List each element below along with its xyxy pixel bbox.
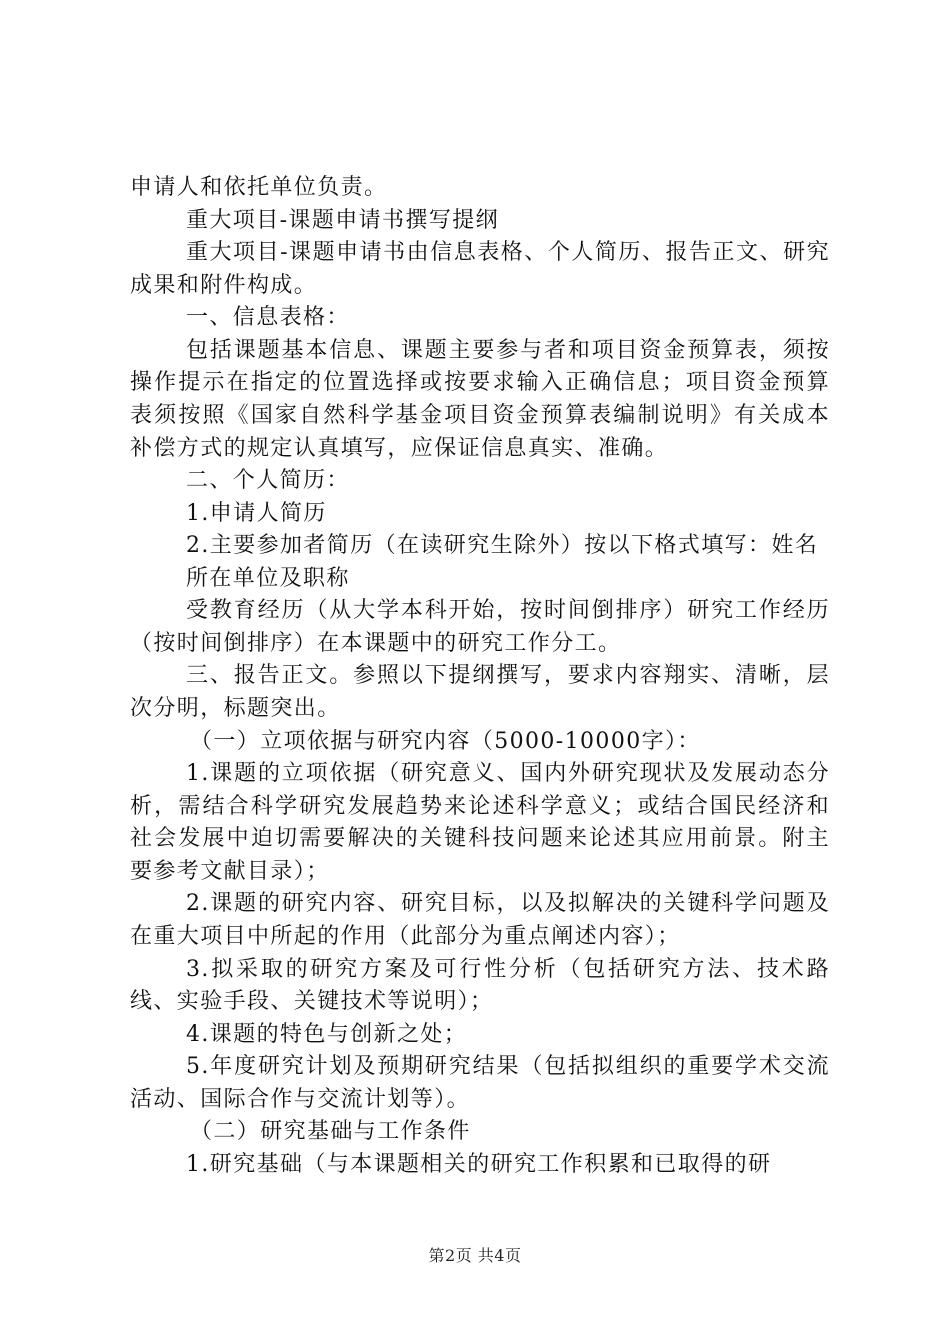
page-number: 第2页 共4页 bbox=[428, 1246, 522, 1265]
list-item: 2.课题的研究内容、研究目标，以及拟解决的关键科学问题及在重大项目中所起的作用（此部分为重点阐述内容）； bbox=[130, 891, 830, 949]
paragraph: 申请人和依托单位负责。 bbox=[130, 175, 388, 200]
list-item: 1.课题的立项依据（研究意义、国内外研究现状及发展动态分析，需结合科学研究发展趋势来论述科学意义；或结合国民经济和社会发展中迫切需要解决的关键科技问题来论述其应用前景。附主要参考文献目录）； bbox=[130, 761, 830, 884]
list-item: 1.申请人简历 bbox=[186, 500, 327, 526]
list-item: 2.主要参加者简历（在读研究生除外）按以下格式填写：姓名 bbox=[186, 533, 819, 559]
list-item: 5.年度研究计划及预期研究结果（包括拟组织的重要学术交流活动、国际合作与交流计划等）。 bbox=[130, 1054, 830, 1112]
paragraph: 受教育经历（从大学本科开始，按时间倒排序）研究工作经历（按时间倒排序）在本课题中的研究工作分工。 bbox=[130, 598, 830, 656]
paragraph: 包括课题基本信息、课题主要参与者和项目资金预算表，须按操作提示在指定的位置选择或按要求输入正确信息；项目资金预算表须按照《国家自然科学基金项目资金预算表编制说明》有关成本补偿方式的规定认真填写，应保证信息真实、准确。 bbox=[130, 337, 830, 461]
section-heading: 一、信息表格： bbox=[186, 305, 350, 331]
document-body bbox=[130, 172, 830, 1181]
paragraph: 所在单位及职称 bbox=[186, 565, 350, 591]
list-item: 1.研究基础（与本课题相关的研究工作积累和已取得的研 bbox=[186, 1151, 772, 1177]
paragraph: 重大项目-课题申请书撰写提纲 bbox=[186, 207, 500, 233]
list-item: 4.课题的特色与创新之处； bbox=[186, 1021, 468, 1047]
section-heading: 三、报告正文。参照以下提纲撰写，要求内容翔实、清晰，层次分明，标题突出。 bbox=[130, 663, 830, 721]
page-footer bbox=[0, 1243, 950, 1266]
section-heading: 二、个人简历： bbox=[186, 468, 350, 494]
subsection-heading: （二）研究基础与工作条件 bbox=[190, 1119, 471, 1145]
paragraph: 重大项目-课题申请书由信息表格、个人简历、报告正文、研究成果和附件构成。 bbox=[130, 240, 830, 298]
list-item: 3.拟采取的研究方案及可行性分析（包括研究方法、技术路线、实验手段、关键技术等说明）； bbox=[130, 956, 830, 1015]
subsection-heading: （一）立项依据与研究内容（5000-10000字）： bbox=[190, 728, 701, 754]
